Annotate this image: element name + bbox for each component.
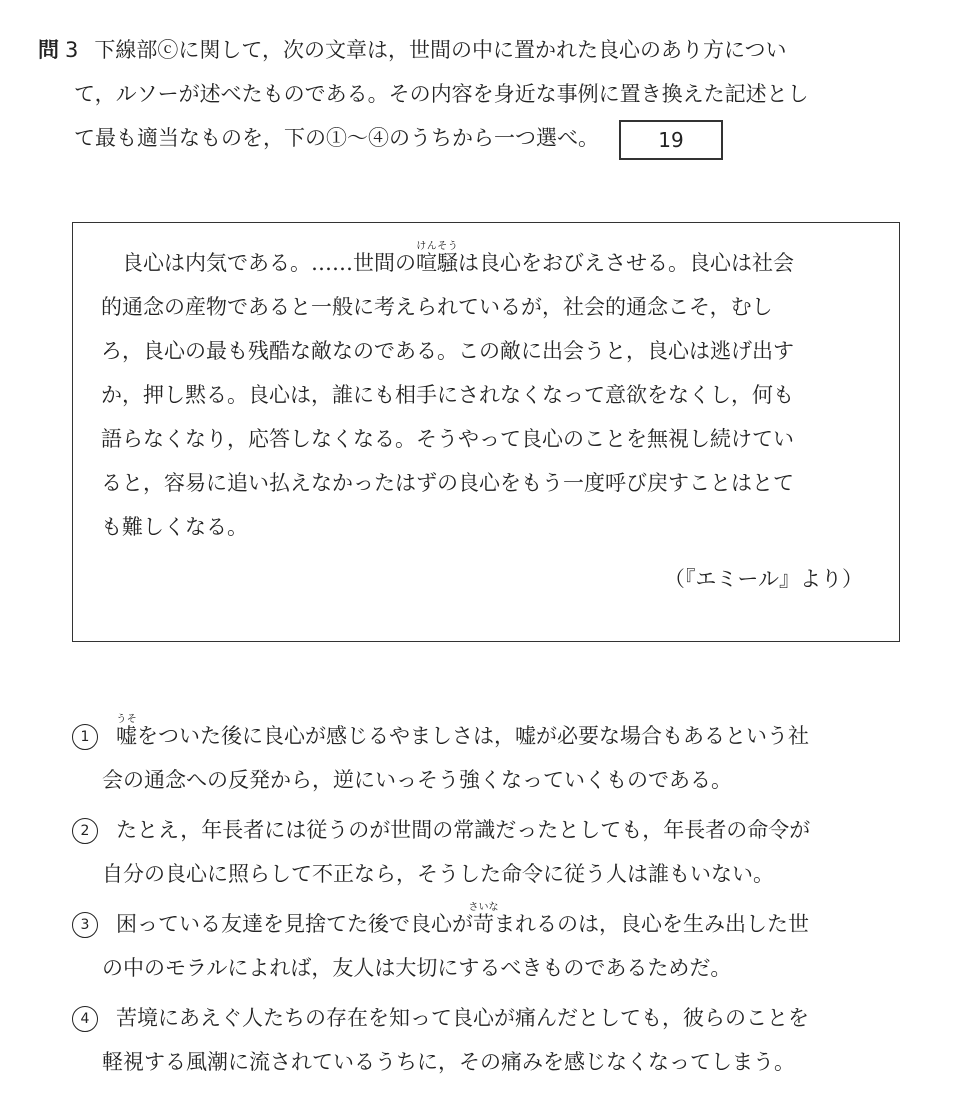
question-text-3: て最も適当なものを，下の①～④のうちから一つ選べ。	[74, 126, 599, 150]
choice-text: まれるのは，良心を生み出した世	[494, 912, 809, 936]
choice-text: 苦境にあえぐ人たちの存在を知って良心が痛んだとしても，彼らのことを	[116, 1006, 809, 1030]
choice-number: 2	[72, 818, 98, 844]
question-label: 問	[38, 38, 59, 62]
choice-number: 3	[72, 912, 98, 938]
ruby-reading: さいな	[468, 902, 499, 913]
question-text-2: て，ルソーが述べたものである。その内容を身近な事例に置き換えた記述とし	[74, 82, 809, 106]
question-header	[38, 28, 938, 160]
choice-line	[72, 808, 952, 852]
choice-4[interactable]	[72, 996, 952, 1084]
choice-text: をついた後に良心が感じるやましさは，嘘が必要な場合もあるという社	[137, 724, 809, 748]
ruby-base: 喧騒	[416, 251, 458, 275]
passage-line-6: ると，容易に追い払えなかったはずの良心をもう一度呼び戻すことはとて	[101, 471, 794, 495]
ruby-word-kenso	[416, 241, 458, 275]
choice-1[interactable]	[72, 714, 952, 802]
passage-text: 良心は内気である。……世間の	[122, 251, 416, 275]
ruby-base: 嘘	[116, 724, 137, 748]
choice-line	[72, 996, 952, 1040]
question-line-3	[38, 116, 938, 160]
passage-source: （『エミール』より）	[663, 567, 863, 591]
passage-line-4: か，押し黙る。良心は，誰にも相手にされなくなって意欲をなくし，何も	[101, 383, 794, 407]
passage-line-1	[101, 241, 877, 285]
answer-box: 19	[619, 120, 723, 160]
passage-text: は良心をおびえさせる。良心は社会	[458, 251, 794, 275]
passage-line-7: も難しくなる。	[101, 515, 248, 539]
quoted-passage	[72, 222, 900, 642]
passage-line-3: ろ，良心の最も残酷な敵なのである。この敵に出会うと，良心は逃げ出す	[101, 339, 794, 363]
choice-text: 困っている友達を見捨てた後で良心が	[116, 912, 473, 936]
question-number: 3	[65, 38, 79, 62]
choice-line: 会の通念への反発から，逆にいっそう強くなっていくものである。	[102, 768, 732, 792]
question-line-2	[38, 72, 938, 116]
ruby-base: 苛	[468, 912, 499, 936]
question-line-1	[38, 28, 938, 72]
choice-line: 自分の良心に照らして不正なら，そうした命令に従う人は誰もいない。	[102, 862, 774, 886]
choice-3[interactable]	[72, 902, 952, 990]
ruby-reading: けんそう	[416, 241, 458, 252]
choice-line: の中のモラルによれば，友人は大切にするべきものであるためだ。	[102, 956, 732, 980]
ruby-word-uso	[116, 714, 137, 748]
ruby-reading: うそ	[116, 714, 137, 725]
choice-line	[72, 714, 952, 758]
question-text-1: 下線部ⓒに関して，次の文章は，世間の中に置かれた良心のあり方につい	[94, 38, 787, 62]
choice-number: 4	[72, 1006, 98, 1032]
choice-2[interactable]	[72, 808, 952, 896]
choice-line	[72, 902, 952, 946]
ruby-word-saina	[468, 902, 499, 936]
passage-line-2: 的通念の産物であると一般に考えられているが，社会的通念こそ，むし	[101, 295, 773, 319]
choice-text: たとえ，年長者には従うのが世間の常識だったとしても，年長者の命令が	[116, 818, 811, 842]
answer-choices	[72, 714, 952, 1090]
passage-line-5: 語らなくなり，応答しなくなる。そうやって良心のことを無視し続けてい	[101, 427, 794, 451]
choice-number: 1	[72, 724, 98, 750]
choice-line: 軽視する風潮に流されているうちに，その痛みを感じなくなってしまう。	[102, 1050, 795, 1074]
